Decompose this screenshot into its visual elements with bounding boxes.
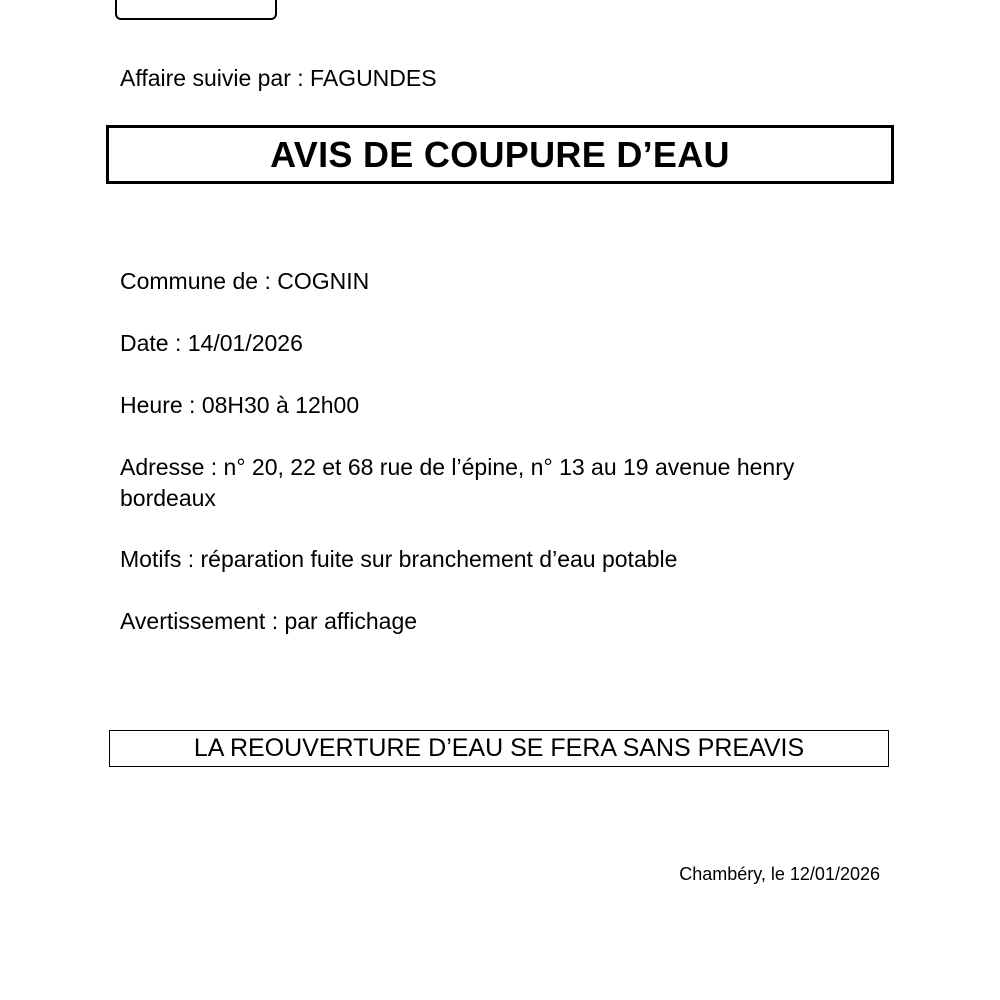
address-field: Adresse : n° 20, 22 et 68 rue de l’épine, n° 13 au 19 avenue henry bordeaux bbox=[120, 454, 795, 511]
reopening-notice: LA REOUVERTURE D’EAU SE FERA SANS PREAVIS bbox=[193, 734, 805, 762]
header-frame bbox=[115, 0, 277, 20]
reason-field: Motifs : réparation fuite sur branchement d’eau potable bbox=[120, 546, 678, 572]
reopening-notice-frame bbox=[109, 730, 889, 767]
page-title: AVIS DE COUPURE D’EAU bbox=[270, 133, 730, 175]
time-field: Heure : 08H30 à 12h00 bbox=[120, 392, 360, 418]
followed-by-line: Affaire suivie par : FAGUNDES bbox=[120, 65, 437, 91]
title-frame bbox=[106, 125, 894, 184]
date-field: Date : 14/01/2026 bbox=[120, 330, 303, 356]
place-date-signature: Chambéry, le 12/01/2026 bbox=[679, 864, 880, 884]
warning-field: Avertissement : par affichage bbox=[120, 608, 418, 634]
commune-field: Commune de : COGNIN bbox=[120, 268, 370, 294]
